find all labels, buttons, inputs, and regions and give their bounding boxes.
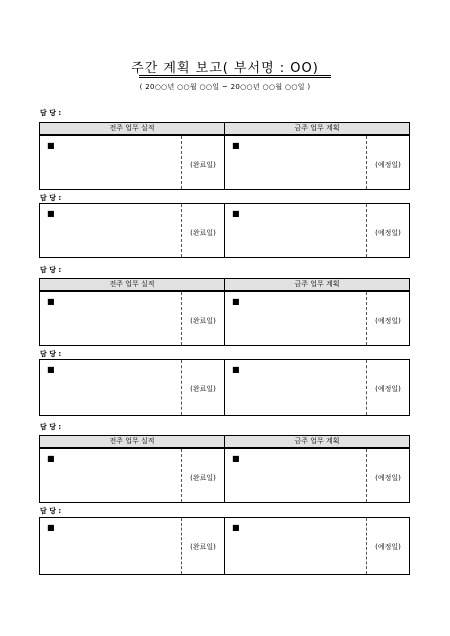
dashed-divider: [366, 136, 367, 189]
planned-date-label: (예정일): [375, 317, 401, 325]
bullet-mark: ■: [47, 297, 55, 306]
header-last-week: 전주 업무 실적: [40, 436, 225, 447]
person-in-charge-label: 담 당 :: [40, 266, 62, 274]
planned-date-label: (예정일): [375, 543, 401, 551]
report-entry-box: [39, 291, 410, 346]
dashed-divider: [366, 518, 367, 574]
header-last-week: 전주 업무 실적: [40, 279, 225, 290]
column-header: [39, 435, 410, 448]
person-in-charge-label: 담 당 :: [40, 350, 62, 358]
this-week-cell[interactable]: [225, 518, 409, 574]
header-this-week: 금주 업무 계획: [294, 437, 340, 445]
header-this-week: 금주 업무 계획: [294, 280, 340, 288]
completion-date-label: (완료일): [190, 474, 216, 482]
column-header: [39, 122, 410, 135]
completion-date-label: (완료일): [190, 317, 216, 325]
report-entry-box: [39, 517, 410, 575]
this-week-cell[interactable]: [225, 204, 409, 257]
bullet-mark: ■: [232, 454, 240, 463]
bullet-mark: ■: [232, 523, 240, 532]
bullet-mark: ■: [232, 297, 240, 306]
completion-date-label: (완료일): [190, 543, 216, 551]
header-last-week: 전주 업무 실적: [40, 123, 225, 134]
planned-date-label: (예정일): [375, 474, 401, 482]
bullet-mark: ■: [232, 209, 240, 218]
report-entry-box: [39, 203, 410, 258]
completion-date-label: (완료일): [190, 161, 216, 169]
title-double-rule: [139, 75, 331, 78]
bullet-mark: ■: [47, 209, 55, 218]
last-week-cell[interactable]: [40, 360, 225, 415]
column-header: [39, 278, 410, 291]
report-entry-box: [39, 359, 410, 416]
planned-date-label: (예정일): [375, 229, 401, 237]
this-week-cell[interactable]: [225, 292, 409, 345]
dashed-divider: [366, 360, 367, 415]
dashed-divider: [366, 292, 367, 345]
bullet-mark: ■: [232, 365, 240, 374]
completion-date-label: (완료일): [190, 229, 216, 237]
this-week-cell[interactable]: [225, 449, 409, 502]
last-week-cell[interactable]: [40, 204, 225, 257]
planned-date-label: (예정일): [375, 161, 401, 169]
dashed-divider: [181, 136, 182, 189]
bullet-mark: ■: [47, 141, 55, 150]
report-period: ( 20○○년 ○○월 ○○일 ~ 20○○년 ○○월 ○○일 ): [139, 83, 311, 91]
dashed-divider: [181, 518, 182, 574]
last-week-cell[interactable]: [40, 136, 225, 189]
dashed-divider: [181, 292, 182, 345]
report-entry-box: [39, 448, 410, 503]
report-entry-box: [39, 135, 410, 190]
this-week-cell[interactable]: [225, 136, 409, 189]
dashed-divider: [366, 204, 367, 257]
dashed-divider: [366, 449, 367, 502]
person-in-charge-label: 담 당 :: [40, 507, 62, 515]
completion-date-label: (완료일): [190, 385, 216, 393]
person-in-charge-label: 담 당 :: [40, 423, 62, 431]
bullet-mark: ■: [47, 365, 55, 374]
last-week-cell[interactable]: [40, 292, 225, 345]
bullet-mark: ■: [47, 454, 55, 463]
header-this-week: 금주 업무 계획: [294, 124, 340, 132]
this-week-cell[interactable]: [225, 360, 409, 415]
bullet-mark: ■: [47, 523, 55, 532]
dashed-divider: [181, 204, 182, 257]
dashed-divider: [181, 360, 182, 415]
person-in-charge-label: 담 당 :: [40, 109, 62, 117]
bullet-mark: ■: [232, 141, 240, 150]
last-week-cell[interactable]: [40, 449, 225, 502]
person-in-charge-label: 담 당 :: [40, 194, 62, 202]
planned-date-label: (예정일): [375, 385, 401, 393]
report-title: 주간 계획 보고( 부서명 : OO): [131, 61, 319, 76]
dashed-divider: [181, 449, 182, 502]
last-week-cell[interactable]: [40, 518, 225, 574]
